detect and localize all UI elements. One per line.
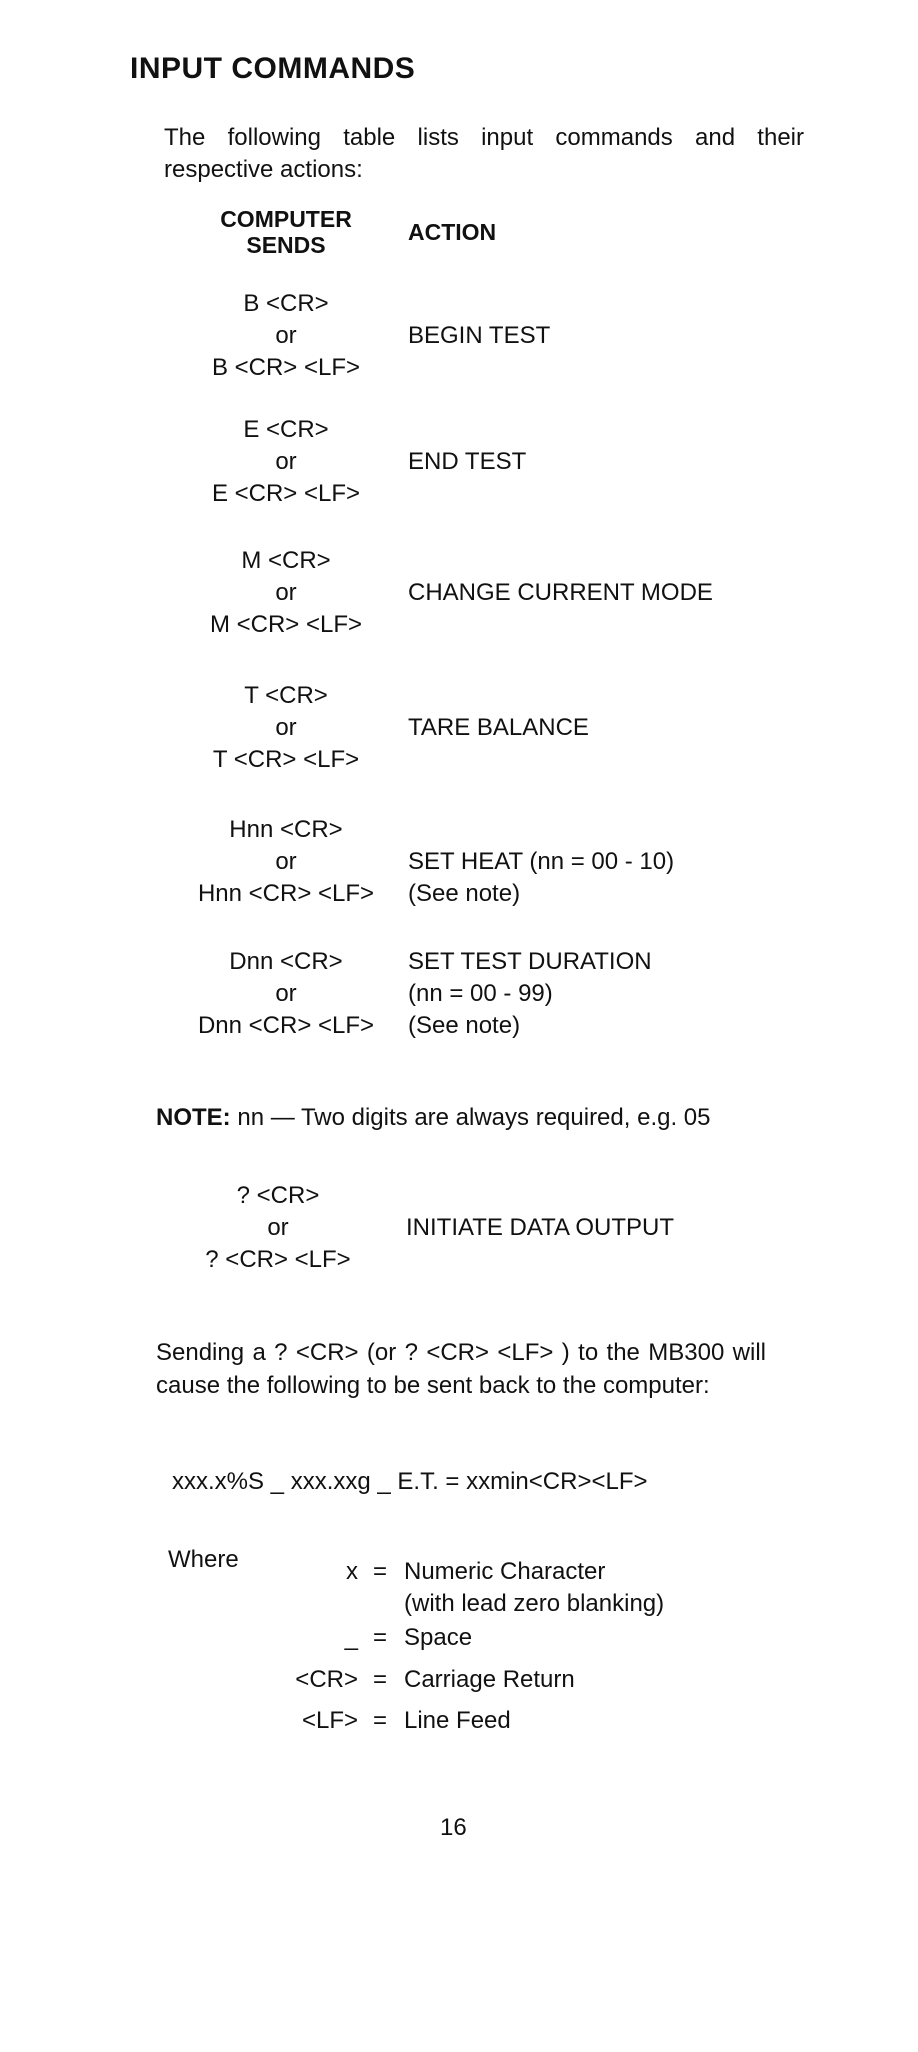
command-sends-line3: Hnn <CR> <LF>	[197, 880, 375, 907]
command-sends	[168, 680, 404, 776]
command-sends-or: or	[275, 579, 297, 606]
command-sends-or: or	[275, 980, 297, 1007]
command-sends-or: or	[275, 714, 297, 741]
column-header-computer-line2: SENDS	[246, 232, 326, 258]
where-label: Where	[168, 1546, 239, 1573]
definition-symbol: x	[346, 1558, 358, 1585]
definition-row-space	[0, 1622, 918, 1654]
command-action: CHANGE CURRENT MODE	[408, 579, 713, 606]
command-sends	[168, 288, 404, 384]
command-sends	[168, 545, 404, 641]
command-action: BEGIN TEST	[408, 322, 551, 349]
command-sends-line3: Dnn <CR> <LF>	[197, 1012, 375, 1039]
section-heading: INPUT COMMANDS	[130, 52, 416, 85]
command-sends-or: or	[275, 448, 297, 475]
command-sends-line3: B <CR> <LF>	[211, 354, 361, 381]
command-sends-line1: Dnn <CR>	[229, 948, 343, 975]
command-action-range: (nn = 00 - 99)	[408, 980, 553, 1007]
definition-meaning-detail: (with lead zero blanking)	[404, 1590, 665, 1617]
command-sends-or: or	[275, 848, 297, 875]
command-sends-line1: E <CR>	[243, 416, 329, 443]
definition-equals: =	[373, 1707, 388, 1734]
definition-symbol: <LF>	[301, 1707, 358, 1734]
command-sends	[160, 1180, 396, 1276]
command-sends	[168, 946, 404, 1042]
command-sends	[168, 414, 404, 510]
command-action: END TEST	[408, 448, 527, 475]
output-description-paragraph: Sending a ? <CR> (or ? <CR> <LF> ) to the MB300 will cause the following to be sent back to the computer:	[156, 1339, 766, 1399]
note-text: nn — Two digits are always required, e.g. 05	[230, 1104, 711, 1131]
definition-equals: =	[373, 1558, 388, 1585]
command-sends-line1: B <CR>	[243, 290, 329, 317]
note-paragraph	[156, 1102, 796, 1134]
command-sends-line1: M <CR>	[241, 547, 331, 574]
command-sends-or: or	[275, 322, 297, 349]
output-format-line: xxx.x%S _ xxx.xxg _ E.T. = xxmin<CR><LF>	[172, 1468, 648, 1495]
column-header-computer-line1: COMPUTER	[220, 206, 352, 232]
definition-symbol: <CR>	[295, 1666, 358, 1693]
definition-row-carriage-return	[0, 1664, 918, 1696]
command-sends-line1: ? <CR>	[236, 1182, 320, 1209]
command-sends-line3: M <CR> <LF>	[209, 611, 363, 638]
definition-meaning: Carriage Return	[404, 1666, 575, 1693]
definition-symbol: _	[344, 1624, 358, 1651]
definition-meaning: Numeric Character	[404, 1558, 606, 1585]
command-action: SET TEST DURATION	[408, 948, 652, 975]
definition-equals: =	[373, 1666, 388, 1693]
intro-paragraph: The following table lists input commands and their respective actions:	[164, 124, 804, 183]
definition-row-numeric	[0, 1556, 918, 1620]
column-header-computer-sends	[196, 206, 376, 258]
command-sends-line3: E <CR> <LF>	[211, 480, 361, 507]
column-header-action: ACTION	[408, 219, 497, 245]
definition-meaning: Space	[404, 1624, 473, 1651]
command-sends-line1: T <CR>	[244, 682, 328, 709]
command-action: INITIATE DATA OUTPUT	[406, 1214, 675, 1241]
command-sends-line3: T <CR> <LF>	[212, 746, 360, 773]
command-action: TARE BALANCE	[408, 714, 589, 741]
command-sends-or: or	[267, 1214, 289, 1241]
command-sends-line3: ? <CR> <LF>	[205, 1246, 351, 1273]
definition-row-line-feed	[0, 1705, 918, 1737]
command-action-note-ref: (See note)	[408, 1012, 521, 1039]
command-action-note-ref: (See note)	[408, 880, 521, 907]
definition-meaning: Line Feed	[404, 1707, 511, 1734]
command-action: SET HEAT (nn = 00 - 10)	[408, 848, 675, 875]
command-sends-line1: Hnn <CR>	[229, 816, 343, 843]
page-number: 16	[440, 1814, 467, 1841]
definition-equals: =	[373, 1624, 388, 1651]
command-sends	[168, 814, 404, 910]
note-label: NOTE:	[156, 1104, 231, 1131]
